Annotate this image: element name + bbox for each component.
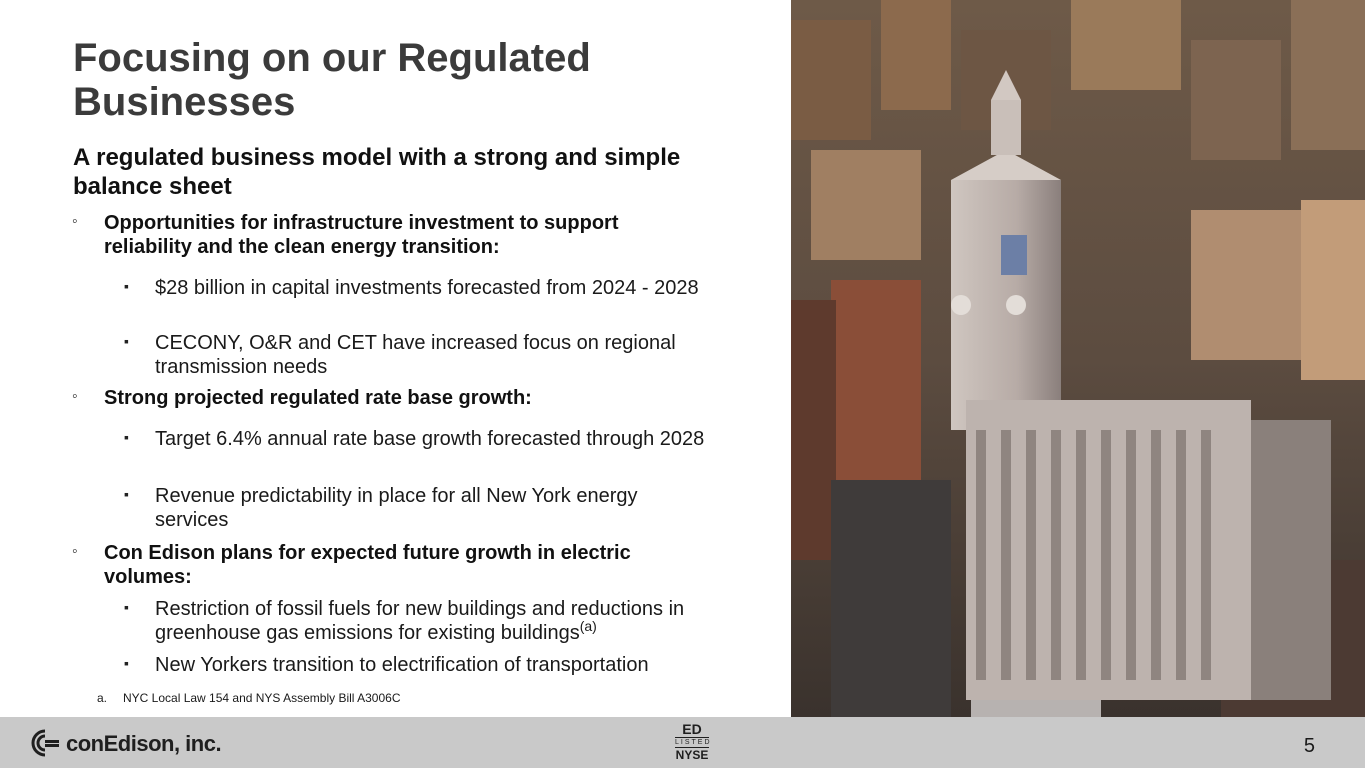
bullet-level2: New Yorkers transition to electrification of transportation bbox=[155, 654, 649, 676]
square-bullet-icon: ▪ bbox=[124, 278, 129, 294]
bullet-level2: $28 billion in capital investments forecasted from 2024 - 2028 bbox=[155, 277, 699, 299]
slide-title: Focusing on our Regulated Businesses bbox=[73, 36, 591, 124]
footnote-letter: a. bbox=[97, 691, 108, 705]
con-edison-logo-mark-icon bbox=[28, 728, 62, 758]
ticker-symbol: ED bbox=[682, 721, 702, 737]
footnote-text: NYC Local Law 154 and NYS Assembly Bill A3006C bbox=[123, 691, 401, 705]
slide-footer bbox=[0, 717, 1365, 768]
photo-illustration bbox=[791, 0, 1365, 717]
square-bullet-icon: ▪ bbox=[124, 429, 129, 445]
square-bullet-icon: ▪ bbox=[124, 599, 129, 615]
hollow-bullet-icon: ◦ bbox=[72, 543, 78, 560]
bullet-level1: Opportunities for infrastructure investment to support reliability and the clean energy transition: bbox=[104, 212, 619, 258]
listed-label: LISTED bbox=[675, 739, 712, 746]
page-number: 5 bbox=[1303, 735, 1315, 757]
bullet-level1: Con Edison plans for expected future growth in electric volumes: bbox=[104, 542, 631, 588]
nyse-listed-badge bbox=[672, 722, 712, 764]
hollow-bullet-icon: ◦ bbox=[72, 388, 78, 405]
bullet-level2: Revenue predictability in place for all New York energy services bbox=[155, 485, 638, 531]
bullet-level1: Strong projected regulated rate base growth: bbox=[104, 387, 532, 409]
city-skyline-photo bbox=[791, 0, 1365, 717]
square-bullet-icon: ▪ bbox=[124, 333, 129, 349]
hollow-bullet-icon: ◦ bbox=[72, 213, 78, 230]
square-bullet-icon: ▪ bbox=[124, 486, 129, 502]
square-bullet-icon: ▪ bbox=[124, 655, 129, 671]
exchange-label: NYSE bbox=[675, 748, 709, 762]
bullet-level2 bbox=[155, 597, 715, 645]
con-edison-logo bbox=[28, 727, 222, 759]
footnote bbox=[97, 691, 400, 705]
bullet-level2: Target 6.4% annual rate base growth forecasted through 2028 bbox=[155, 428, 705, 450]
footnote-reference: (a) bbox=[579, 618, 597, 634]
company-name: conEdison, inc. bbox=[66, 731, 222, 756]
slide-subtitle: A regulated business model with a strong and simple balance sheet bbox=[73, 144, 681, 200]
bullet-text: Restriction of fossil fuels for new buildings and reductions in greenhouse gas emissions for existing buildings bbox=[155, 598, 685, 644]
bullet-level2: CECONY, O&R and CET have increased focus on regional transmission needs bbox=[155, 332, 676, 378]
